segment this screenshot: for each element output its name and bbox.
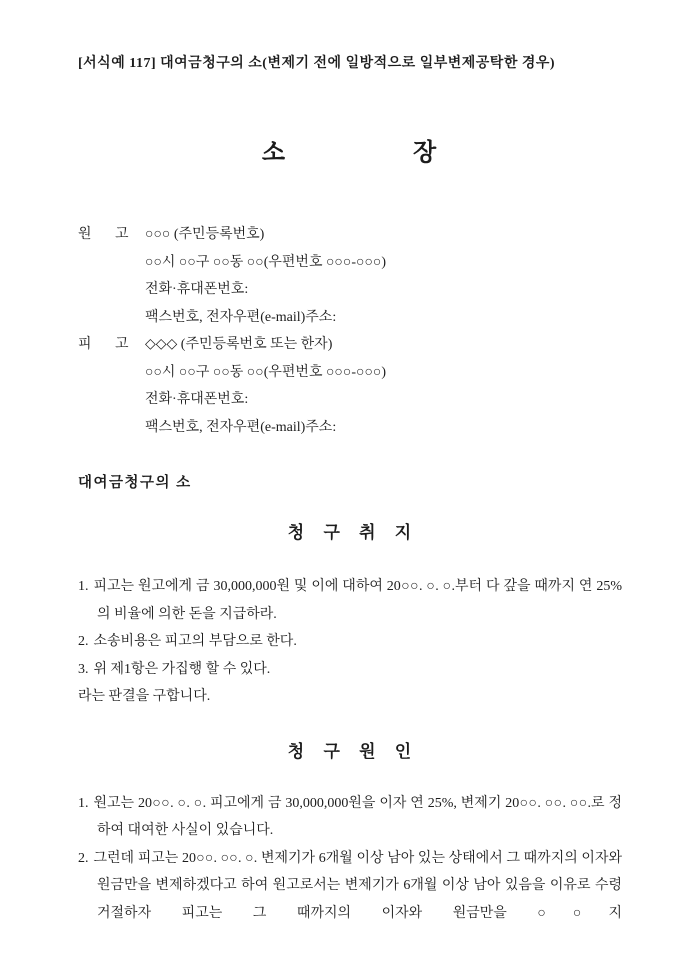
plaintiff-label: 원 고 bbox=[78, 227, 129, 242]
claim-item bbox=[78, 656, 622, 684]
cause-section-heading: 청 구 원 인 bbox=[287, 741, 413, 761]
cause-item-text: 원고는 20○○. ○. ○. 피고에게 금 30,000,000원을 이자 연 25%, 변제기 20○○. ○○. ○○.로 정하여 대여한 사실이 있습니다. bbox=[93, 795, 622, 838]
defendant-details bbox=[145, 331, 622, 441]
cause-item-number: 2. bbox=[78, 850, 89, 866]
claim-item bbox=[78, 628, 622, 656]
claim-item-text: 소송비용은 피고의 부담으로 한다. bbox=[93, 634, 297, 649]
defendant-label: 피 고 bbox=[78, 337, 129, 352]
case-title: 대여금청구의 소 bbox=[78, 475, 192, 491]
plaintiff-address-line: ○○시 ○○구 ○○동 ○○(우편번호 ○○○-○○○) bbox=[145, 254, 387, 270]
plaintiff-phone-line: 전화·휴대폰번호: bbox=[145, 282, 249, 297]
defendant-name-line: ◇◇◇ (주민등록번호 또는 한자) bbox=[145, 337, 333, 352]
cause-item-number: 1. bbox=[78, 795, 89, 811]
claim-item-text: 위 제1항은 가집행 할 수 있다. bbox=[93, 661, 271, 677]
defendant-address-line: ○○시 ○○구 ○○동 ○○(우편번호 ○○○-○○○) bbox=[145, 364, 387, 380]
document-title: 소 장 bbox=[261, 140, 439, 166]
claim-section-heading: 청 구 취 지 bbox=[287, 523, 413, 542]
plaintiff-fax-email-line: 팩스번호, 전자우편(e-mail)주소: bbox=[145, 309, 337, 325]
cause-item-truncated bbox=[78, 845, 622, 928]
defendant-block bbox=[78, 331, 622, 441]
claim-closing-line: 라는 판결을 구합니다. bbox=[78, 689, 211, 704]
cause-item-text: 그런데 피고는 20○○. ○○. ○. 변제기가 6개월 이상 남아 있는 상태에서 그 때까지의 이자와 원금만을 변제하겠다고 하여 원고로서는 변제기가 6개월 이상 남아 있음을 이유로 수령거절하자 피고는 그 때까지의 이자와 원금만을 ○○지 bbox=[93, 850, 622, 921]
defendant-fax-email-line: 팩스번호, 전자우편(e-mail)주소: bbox=[145, 419, 337, 435]
defendant-phone-line: 전화·휴대폰번호: bbox=[145, 392, 249, 407]
plaintiff-block bbox=[78, 221, 622, 331]
form-title: [서식예 117] 대여금청구의 소(변제기 전에 일방적으로 일부변제공탁한 경우) bbox=[78, 56, 556, 71]
plaintiff-name-line: ○○○ (주민등록번호) bbox=[145, 227, 265, 242]
plaintiff-details bbox=[145, 221, 622, 331]
cause-item bbox=[78, 790, 622, 845]
claim-items bbox=[78, 573, 622, 711]
cause-items bbox=[78, 790, 622, 928]
claim-item-number: 3. bbox=[78, 661, 89, 677]
claim-item-text: 피고는 원고에게 금 30,000,000원 및 이에 대하여 20○○. ○. ○.부터 다 갚을 때까지 연 25%의 비율에 의한 돈을 지급하라. bbox=[93, 579, 622, 622]
claim-item-number: 1. bbox=[78, 579, 89, 594]
claim-item-number: 2. bbox=[78, 634, 89, 649]
parties-block bbox=[78, 221, 622, 441]
claim-item bbox=[78, 573, 622, 628]
